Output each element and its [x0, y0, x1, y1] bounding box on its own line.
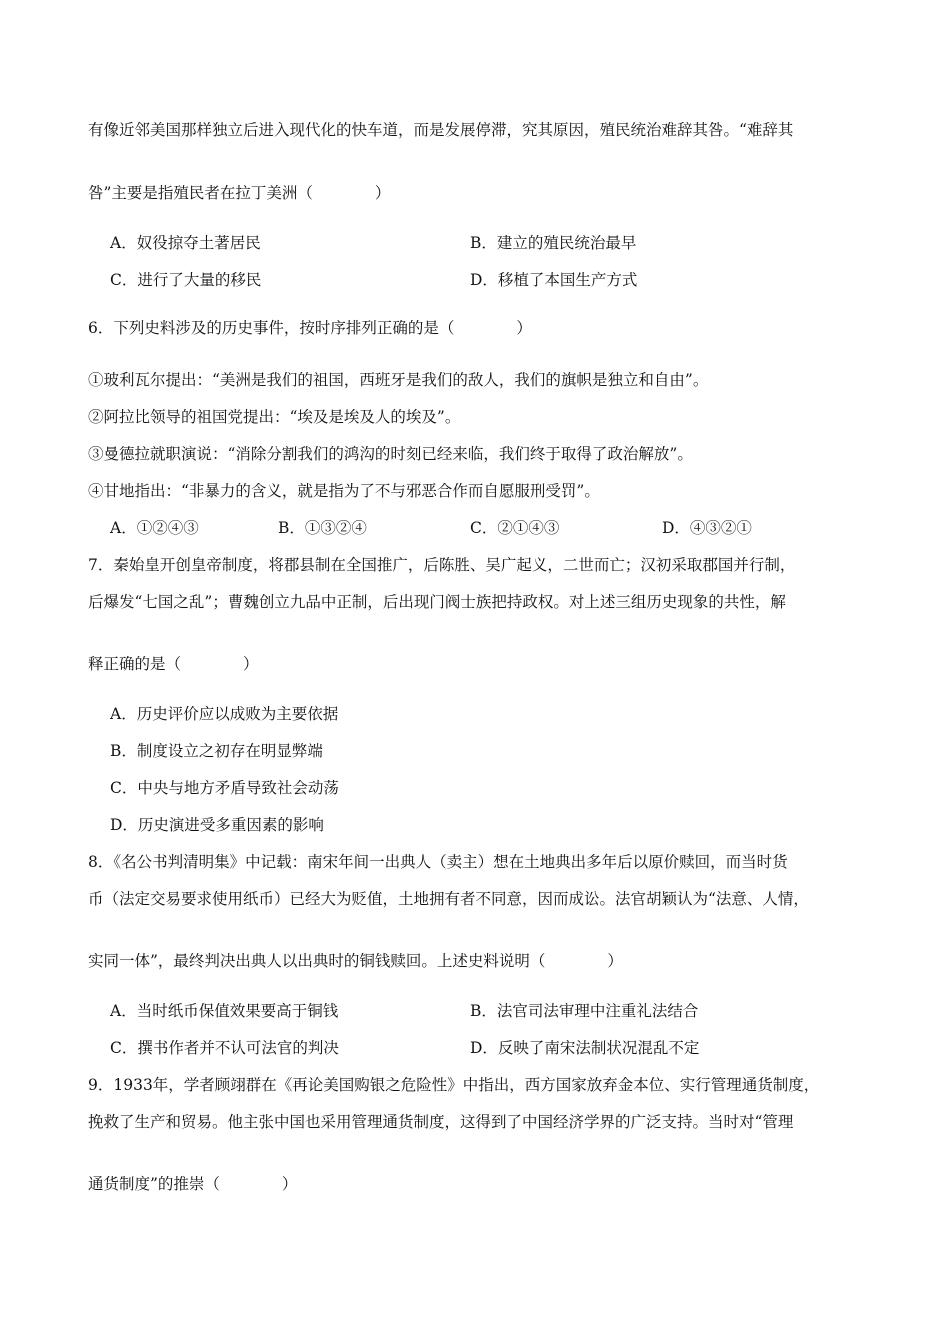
q6-source-1: ①玻利瓦尔提出：“美洲是我们的祖国，西班牙是我们的敌人，我们的旗帜是独立和自由”。	[88, 371, 709, 389]
q6-option-d: D．④③②①	[662, 519, 752, 537]
q8-option-d: D．反映了南宋法制状况混乱不定	[470, 1039, 700, 1057]
q6-stem: 6．下列史料涉及的历史事件，按时序排列正确的是（ ）	[88, 319, 532, 337]
q7-stem-line-3: 释正确的是（ ）	[88, 655, 259, 673]
q7-option-b: B．制度设立之初存在明显弊端	[110, 742, 323, 760]
q8-stem-line-1: 8．《名公书判清明集》中记载：南宋年间一出典人（卖主）想在土地典出多年后以原价赎回，而当时货	[88, 853, 788, 871]
q7-option-c: C．中央与地方矛盾导致社会动荡	[110, 779, 339, 797]
q5-stem-line-2: 咎”主要是指殖民者在拉丁美洲（ ）	[88, 184, 391, 202]
q7-stem-line-1: 7．秦始皇开创皇帝制度，将郡县制在全国推广，后陈胜、吴广起义，二世而亡；汉初采取郡国并行制，	[88, 556, 796, 574]
q7-option-a: A．历史评价应以成败为主要依据	[110, 705, 339, 723]
q6-option-a: A．①②④③	[110, 519, 199, 537]
q6-option-c: C．②①④③	[470, 519, 560, 537]
q8-stem-line-3: 实同一体”，最终判决出典人以出典时的铜钱赎回。上述史料说明（ ）	[88, 952, 623, 970]
q6-source-2: ②阿拉比领导的祖国党提出：“埃及是埃及人的埃及”。	[88, 408, 461, 426]
q5-option-b: B．建立的殖民统治最早	[470, 234, 637, 252]
q9-stem-line-2: 挽救了生产和贸易。他主张中国也采用管理通货制度，这得到了中国经济学界的广泛支持。当时对“管理	[88, 1113, 794, 1131]
q9-stem-line-3: 通货制度”的推崇（ ）	[88, 1175, 298, 1193]
q8-stem-line-2: 币（法定交易要求使用纸币）已经大为贬值，土地拥有者不同意，因而成讼。法官胡颖认为“法意、人情，	[88, 890, 809, 908]
q6-option-b: B．①③②④	[278, 519, 367, 537]
q6-source-4: ④甘地指出：“非暴力的含义，就是指为了不与邪恶合作而自愿服刑受罚”。	[88, 482, 600, 500]
q9-stem-line-1: 9．1933年，学者顾翊群在《再论美国购银之危险性》中指出，西方国家放弃金本位、实行管理通货制度，	[88, 1076, 820, 1094]
q5-stem-line-1: 有像近邻美国那样独立后进入现代化的快车道，而是发展停滞，究其原因，殖民统治难辞其咎。“难辞其	[88, 121, 794, 139]
q8-option-a: A．当时纸币保值效果要高于铜钱	[110, 1002, 339, 1020]
q5-option-d: D．移植了本国生产方式	[470, 271, 638, 289]
q7-option-d: D．历史演进受多重因素的影响	[110, 816, 324, 834]
q5-option-c: C．进行了大量的移民	[110, 271, 262, 289]
q6-source-3: ③曼德拉就职演说：“消除分割我们的鸿沟的时刻已经来临，我们终于取得了政治解放”。	[88, 445, 693, 463]
q8-option-c: C．撰书作者并不认可法官的判决	[110, 1039, 339, 1057]
q5-option-a: A．奴役掠夺土著居民	[110, 234, 261, 252]
q8-option-b: B．法官司法审理中注重礼法结合	[470, 1002, 699, 1020]
q7-stem-line-2: 后爆发“七国之乱”；曹魏创立九品中正制，后出现门阀士族把持政权。对上述三组历史现象的共性，解	[88, 593, 786, 611]
